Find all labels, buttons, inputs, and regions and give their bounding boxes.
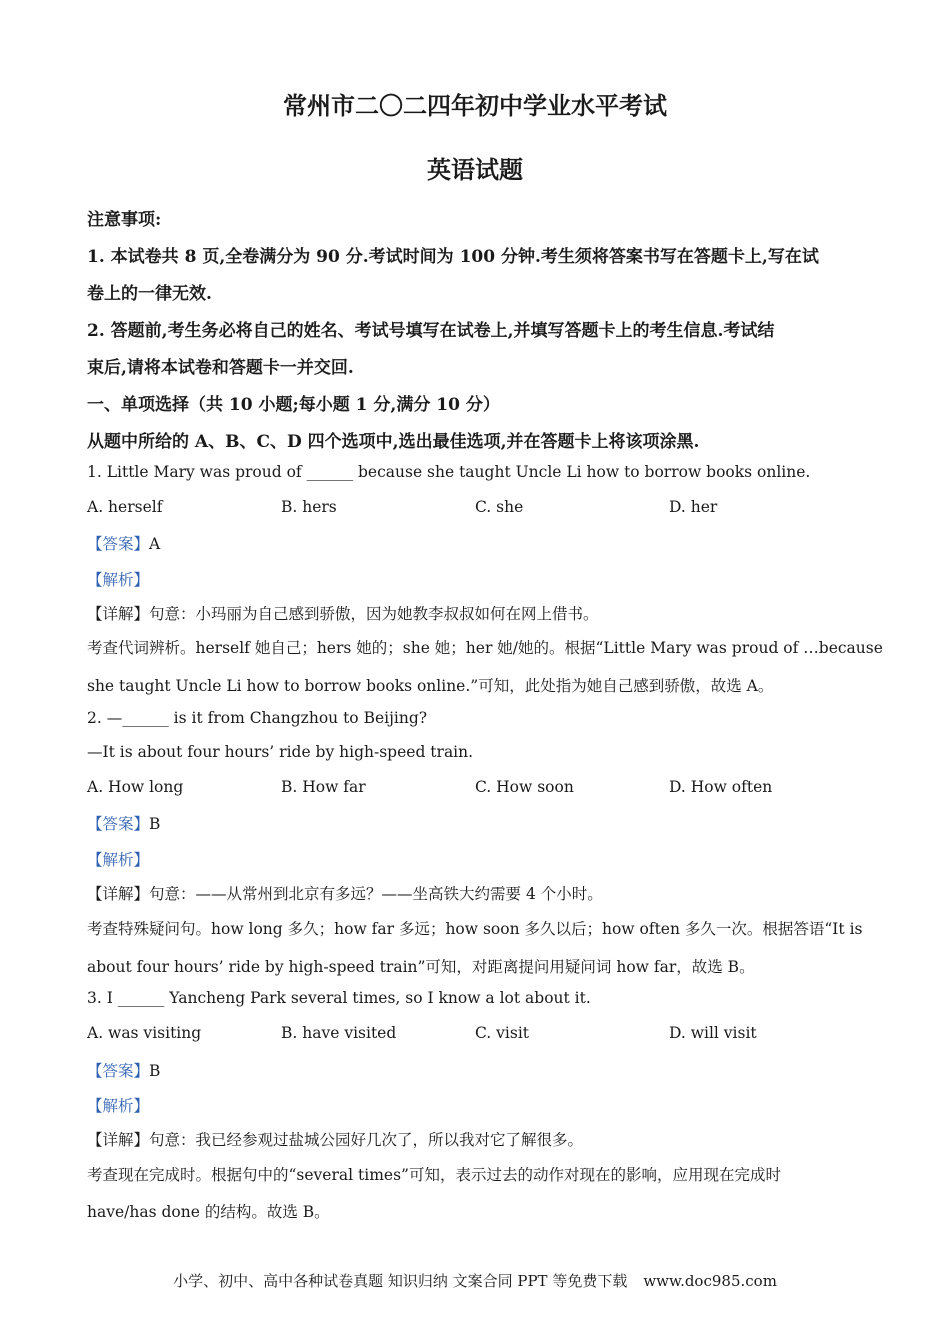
answer-tag: 【答案】 <box>87 1062 150 1080</box>
question-2-stem-line-1: 2. —______ is it from Changzhou to Beijing? <box>87 709 428 727</box>
question-1-option-d: D. her <box>669 498 718 516</box>
notice-item-2-line-1: 2. 答题前,考生务必将自己的姓名、考试号填写在试卷上,并填写答题卡上的考生信息.考试结 <box>87 321 775 341</box>
page-title: 常州市二〇二四年初中学业水平考试 <box>283 91 667 120</box>
question-2-stem-line-2: —It is about four hours’ ride by high-speed train. <box>87 743 474 761</box>
question-1-option-a: A. herself <box>87 498 163 516</box>
question-2-detail <box>87 882 863 904</box>
answer-tag: 【答案】 <box>87 535 150 553</box>
question-3-option-c: C. visit <box>475 1024 530 1042</box>
question-2-explain-line-2: about four hours’ ride by high-speed train”可知，对距离提问用疑问词 how far，故选 B。 <box>87 958 755 976</box>
question-1-detail <box>87 602 863 624</box>
footer-link[interactable]: www.doc985.com <box>643 1272 777 1290</box>
question-3-explain-line-1: 考查现在完成时。根据句中的“several times”可知，表示过去的动作对现在的影响，应用现在完成时 <box>87 1166 781 1184</box>
detail-tag: 【详解】 <box>87 1131 150 1149</box>
question-2-answer <box>87 812 863 834</box>
question-2-option-c: C. How soon <box>475 778 574 796</box>
section-instruction: 从题中所给的 A、B、C、D 四个选项中,选出最佳选项,并在答题卡上将该项涂黑. <box>87 432 700 452</box>
question-1-option-c: C. she <box>475 498 524 516</box>
answer-value: B <box>149 815 161 833</box>
question-3-option-d: D. will visit <box>669 1024 757 1042</box>
question-3-option-b: B. have visited <box>281 1024 397 1042</box>
analysis-tag: 【解析】 <box>87 571 150 589</box>
question-3-answer <box>87 1059 863 1081</box>
question-2-option-b: B. How far <box>281 778 366 796</box>
section-title: 一、单项选择（共 10 小题;每小题 1 分,满分 10 分） <box>87 395 500 415</box>
answer-tag: 【答案】 <box>87 815 150 833</box>
question-1-explain-line-1: 考查代词辨析。herself 她自己；hers 她的；she 她；her 她/她的。根据“Little Mary was proud of …because <box>87 639 883 657</box>
question-3-option-a: A. was visiting <box>87 1024 202 1042</box>
question-1-stem: 1. Little Mary was proud of ______ because she taught Uncle Li how to borrow books online. <box>87 463 811 481</box>
question-3-detail <box>87 1128 863 1150</box>
detail-text: 句意：——从常州到北京有多远？——坐高铁大约需要 4 个小时。 <box>149 885 603 903</box>
question-3-analysis <box>87 1094 863 1116</box>
page-footer <box>0 1270 950 1291</box>
question-2-explain-line-1: 考查特殊疑问句。how long 多久；how far 多远；how soon 多久以后；how often 多久一次。根据答语“It is <box>87 920 863 938</box>
answer-value: A <box>149 535 161 553</box>
page-subtitle: 英语试题 <box>427 155 523 184</box>
question-1-explain-line-2: she taught Uncle Li how to borrow books online.”可知，此处指为她自己感到骄傲，故选 A。 <box>87 677 774 695</box>
detail-tag: 【详解】 <box>87 885 150 903</box>
detail-text: 句意：我已经参观过盐城公园好几次了，所以我对它了解很多。 <box>149 1131 584 1149</box>
question-1-answer <box>87 532 863 554</box>
notice-item-2-line-2: 束后,请将本试卷和答题卡一并交回. <box>87 358 354 378</box>
detail-tag: 【详解】 <box>87 605 150 623</box>
question-1-option-b: B. hers <box>281 498 337 516</box>
question-2-option-d: D. How often <box>669 778 773 796</box>
answer-value: B <box>149 1062 161 1080</box>
question-2-option-a: A. How long <box>87 778 184 796</box>
question-1-analysis <box>87 568 863 590</box>
notice-item-1-line-1: 1. 本试卷共 8 页,全卷满分为 90 分.考试时间为 100 分钟.考生须将答案书写在答题卡上,写在试 <box>87 247 819 267</box>
notice-item-1-line-2: 卷上的一律无效. <box>87 284 212 304</box>
question-2-analysis <box>87 848 863 870</box>
analysis-tag: 【解析】 <box>87 1097 150 1115</box>
question-3-stem: 3. I ______ Yancheng Park several times, so I know a lot about it. <box>87 989 591 1007</box>
notice-heading: 注意事项: <box>87 210 162 230</box>
analysis-tag: 【解析】 <box>87 851 150 869</box>
footer-text: 小学、初中、高中各种试卷真题 知识归纳 文案合同 PPT 等免费下载 <box>173 1272 628 1290</box>
question-3-explain-line-2: have/has done 的结构。故选 B。 <box>87 1203 330 1221</box>
detail-text: 句意：小玛丽为自己感到骄傲，因为她教李叔叔如何在网上借书。 <box>149 605 599 623</box>
